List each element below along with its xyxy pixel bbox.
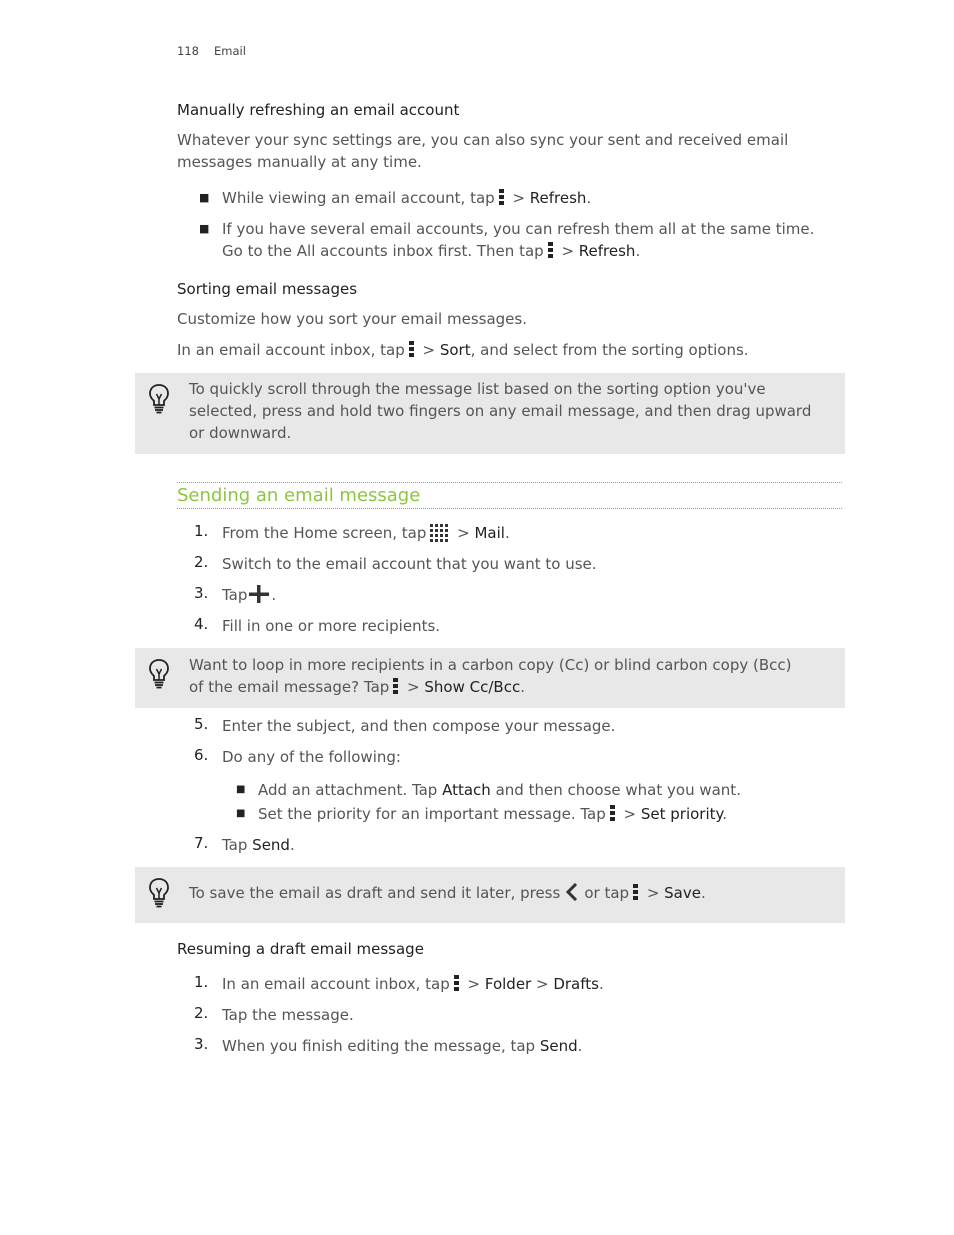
save-action: Save [664, 884, 701, 902]
step-number: 1. [194, 973, 209, 991]
separator: > [402, 678, 425, 696]
resume-step-1 [222, 973, 832, 995]
refresh-heading: Manually refreshing an email account [177, 101, 460, 119]
step-text: Tap [222, 836, 253, 854]
menu-dots-icon [393, 678, 398, 694]
step-number: 2. [194, 553, 209, 571]
send-step-1 [222, 522, 832, 544]
send-step-4: Fill in one or more recipients. [222, 617, 441, 635]
step-number: 3. [194, 1035, 209, 1053]
tip-text-sorting: To quickly scroll through the message list based on the sorting option you've selected, press and hold two fingers on any email message, and then drag upward or downward. [189, 380, 812, 442]
lightbulb-icon [147, 383, 171, 415]
page-number: 118 [177, 44, 199, 58]
drafts-action: Drafts [553, 975, 599, 993]
separator: > [618, 805, 641, 823]
bullet-marker: ■ [236, 784, 246, 795]
sort-action: Sort [439, 341, 471, 359]
step-number: 7. [194, 834, 209, 852]
send-sub-item-1 [258, 779, 868, 801]
bullet-marker: ■ [199, 191, 210, 204]
resume-step-2: Tap the message. [222, 1006, 354, 1024]
folder-action: Folder [484, 975, 532, 993]
section-divider-bottom [177, 508, 842, 509]
menu-dots-icon [610, 805, 615, 821]
period: . [520, 678, 525, 696]
refresh-bullet-1 [222, 187, 832, 209]
attach-action: Attach [442, 781, 491, 799]
step-number: 1. [194, 522, 209, 540]
lightbulb-icon [147, 658, 171, 690]
mail-action: Mail [474, 524, 505, 542]
period: . [271, 586, 277, 604]
refresh-bullet-1-text: While viewing an email account, tap [222, 189, 495, 207]
step-text: Tap [222, 586, 248, 604]
period: . [700, 884, 706, 902]
section-title: Sending an email message [177, 485, 421, 506]
refresh-bullet-2-text: Go to the All accounts inbox first. Then tap [222, 242, 544, 260]
period: . [289, 836, 295, 854]
refresh-intro: Whatever your sync settings are, you can also sync your sent and received email messages manually at any time. [177, 131, 789, 171]
period: . [722, 805, 728, 823]
refresh-action: Refresh [578, 242, 636, 260]
separator: > [531, 975, 554, 993]
refresh-bullet-2-line1: If you have several email accounts, you can refresh them all at the same time. [222, 220, 815, 238]
step-number: 5. [194, 715, 209, 733]
separator: > [417, 341, 440, 359]
send-step-7 [222, 834, 832, 856]
tip-text-draft [189, 882, 829, 904]
menu-dots-icon [548, 242, 553, 258]
tip-cc-line1: Want to loop in more recipients in a carbon copy (Cc) or blind carbon copy (Bcc) [189, 656, 792, 674]
section-divider-top [177, 482, 842, 483]
step-text: From the Home screen, tap [222, 524, 427, 542]
menu-dots-icon [409, 341, 414, 357]
period: . [577, 1037, 583, 1055]
tip-cc-text: of the email message? Tap [189, 678, 390, 696]
send-step-5: Enter the subject, and then compose your message. [222, 717, 616, 735]
separator: > [556, 242, 579, 260]
send-step-2: Switch to the email account that you want to use. [222, 555, 597, 573]
menu-dots-icon [454, 975, 459, 991]
sub-item-text: Set the priority for an important message. Tap [258, 805, 606, 823]
step-number: 3. [194, 584, 209, 602]
sorting-line-text: In an email account inbox, tap [177, 341, 405, 359]
menu-dots-icon [499, 189, 504, 205]
send-step-6: Do any of the following: [222, 748, 401, 766]
send-sub-item-2 [258, 803, 868, 825]
step-number: 6. [194, 746, 209, 764]
set-priority-action: Set priority [640, 805, 723, 823]
bullet-marker: ■ [236, 808, 246, 819]
lightbulb-icon [147, 877, 171, 909]
menu-dots-icon [633, 884, 638, 900]
step-number: 4. [194, 615, 209, 633]
period: . [635, 242, 641, 260]
refresh-bullet-2 [222, 218, 832, 262]
send-action: Send [539, 1037, 578, 1055]
separator: > [462, 975, 485, 993]
refresh-action: Refresh [529, 189, 587, 207]
period: . [598, 975, 604, 993]
plus-icon [249, 585, 269, 603]
step-text: In an email account inbox, tap [222, 975, 450, 993]
separator: > [507, 189, 530, 207]
section-name: Email [214, 44, 246, 58]
separator: > [452, 524, 475, 542]
period: . [586, 189, 592, 207]
all-apps-grid-icon [430, 524, 448, 542]
sorting-heading: Sorting email messages [177, 280, 358, 298]
sorting-line-end: , and select from the sorting options. [470, 341, 749, 359]
resuming-heading: Resuming a draft email message [177, 940, 424, 958]
resume-step-3 [222, 1035, 832, 1057]
sub-item-end: and then choose what you want. [490, 781, 741, 799]
tip-draft-text: To save the email as draft and send it later, press [189, 884, 561, 902]
tip-text-cc [189, 654, 829, 698]
back-arrow-icon [566, 883, 578, 901]
sorting-line [177, 339, 827, 361]
sub-item-text: Add an attachment. Tap [258, 781, 443, 799]
step-text: When you finish editing the message, tap [222, 1037, 540, 1055]
step-number: 2. [194, 1004, 209, 1022]
separator: > [642, 884, 665, 902]
sorting-intro: Customize how you sort your email messages. [177, 310, 527, 328]
period: . [504, 524, 510, 542]
tip-draft-or: or tap [584, 884, 630, 902]
show-cc-bcc-action: Show Cc/Bcc [424, 678, 521, 696]
send-step-3 [222, 584, 832, 606]
bullet-marker: ■ [199, 222, 210, 235]
send-action: Send [252, 836, 290, 854]
